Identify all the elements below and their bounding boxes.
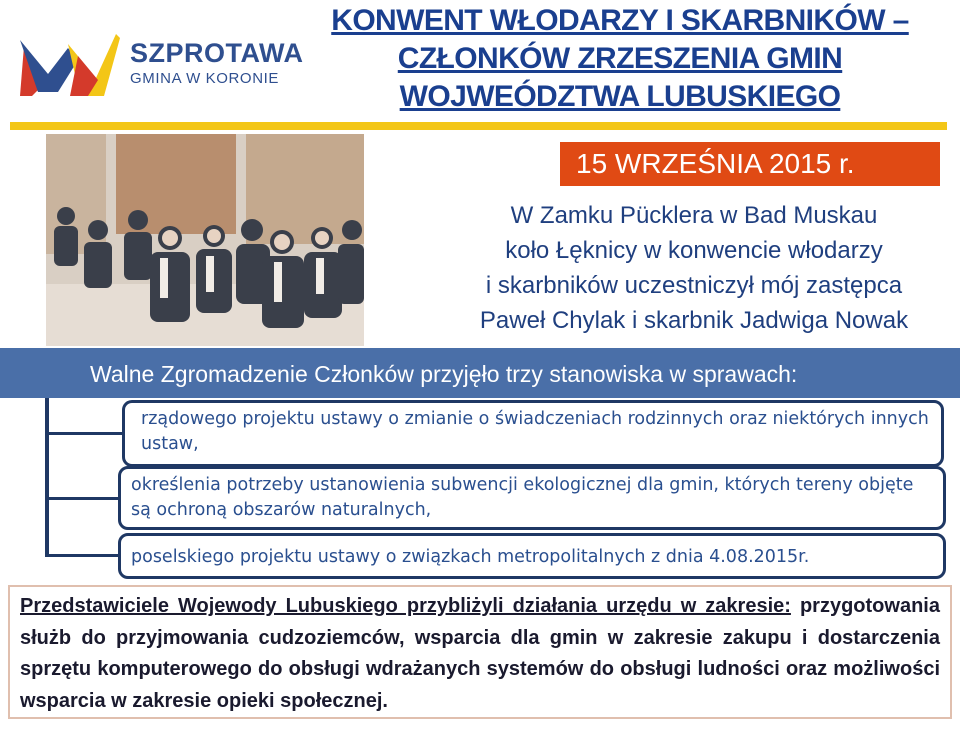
assembly-heading: Walne Zgromadzenie Członków przyjęło trzy stanowiska w sprawach: — [0, 348, 960, 398]
resolution-item: rządowego projektu ustawy o zmianie o świadczeniach rodzinnych oraz niektórych innych ustaw, — [122, 400, 944, 467]
tree-branch — [45, 432, 123, 435]
logo-subtitle: GMINA W KORONIE — [130, 70, 280, 87]
logo-name: SZPROTAWA — [130, 38, 304, 68]
summary-lead: Przedstawiciele Wojewody Lubuskiego przybliżyli działania urzędu w zakresie: — [20, 595, 791, 617]
intro-line: W Zamku Pücklera w Bad Muskau — [510, 202, 878, 229]
page-title: KONWENT WŁODARZY I SKARBNIKÓW – CZŁONKÓW ZRZESZENIA GMIN WOJWEÓDZTWA LUBUSKIEGO — [331, 4, 909, 113]
summary-box — [8, 585, 952, 719]
crown-logo-icon — [18, 30, 128, 100]
date-badge: 15 WRZEŚNIA 2015 r. — [560, 142, 940, 186]
tree-branch — [45, 554, 119, 557]
tree-connector — [45, 398, 49, 556]
conference-audience-image — [46, 134, 364, 346]
intro-line: Paweł Chylak i skarbnik Jadwiga Nowak — [479, 307, 909, 334]
resolution-item: poselskiego projektu ustawy o związkach metropolitalnych z dnia 4.08.2015r. — [118, 533, 946, 579]
intro-line: i skarbników uczestniczył mój zastępca — [485, 272, 903, 299]
conference-photo — [46, 134, 364, 346]
yellow-divider — [10, 122, 947, 130]
intro-line: koło Łęknicy w konwencie włodarzy — [505, 237, 883, 264]
resolution-item: określenia potrzeby ustanowienia subwencji ekologicznej dla gmin, których tereny objęte są ochroną obszarów naturalnych, — [118, 466, 946, 530]
tree-branch — [45, 497, 119, 500]
intro-text — [434, 198, 954, 338]
summary-body: przygotowania służb do przyjmowania cudzoziemców, wsparcia dla gmin w zakresie zakupu i dostarczenia sprzętu komputerowego do obsługi wdrażanych systemów do obsługi ludności oraz możliwości wsparcia w zakresie opieki społecznej. — [20, 595, 940, 712]
szprotawa-logo — [18, 30, 304, 100]
